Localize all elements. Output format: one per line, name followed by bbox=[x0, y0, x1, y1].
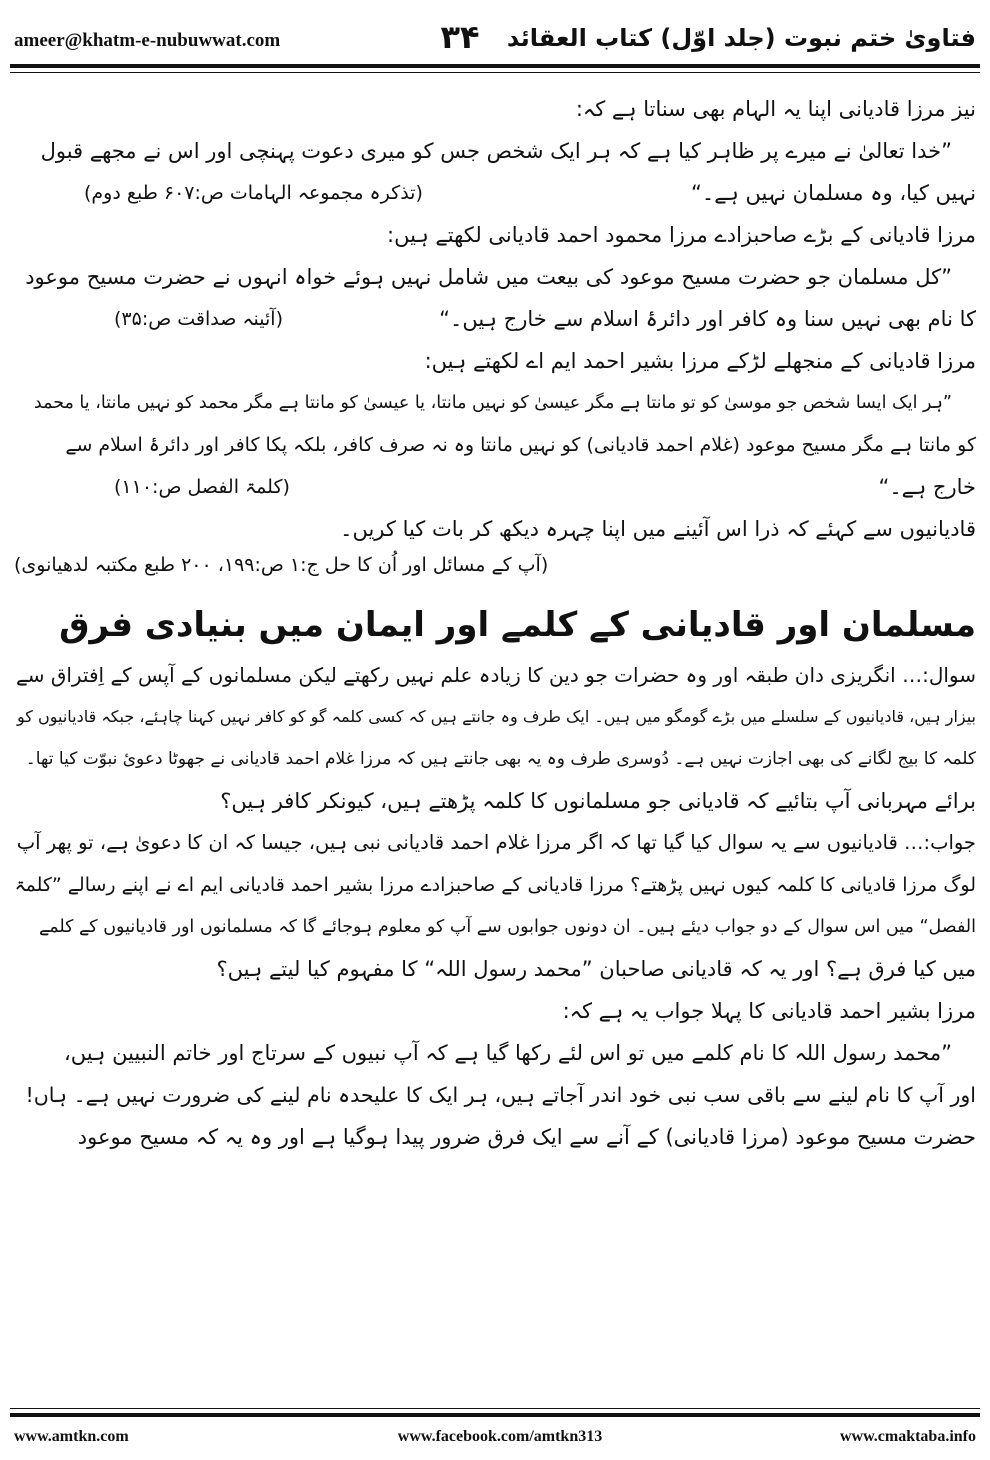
body-line: خارج ہے۔“ bbox=[878, 475, 976, 499]
body-line: مرزا قادیانی کے منجھلے لڑکے مرزا بشیر احمد ایم اے لکھتے ہیں: bbox=[424, 349, 976, 373]
qa-line: الفصل“ میں اس سوال کے دو جواب دیئے ہیں۔ ان دونوں جوابوں سے آپ کو معلوم ہوجائے گا کہ مسلمانوں اور قادیانیوں کے کلمے bbox=[38, 917, 976, 937]
qa-line: بیزار ہیں، قادیانیوں کے سلسلے میں بڑے گومگو میں ہیں۔ ایک طرف وہ جانتے ہیں کہ کسی کلمہ گو کو کافر نہیں کہنا چاہئے، جبکہ قادیانیوں کو bbox=[17, 707, 976, 726]
reference-aina: (آئینہ صداقت ص:۳۵) bbox=[114, 308, 283, 330]
reference-kalimat: (کلمۃ الفصل ص:۱۱۰) bbox=[114, 476, 290, 498]
body-line: نہیں کیا، وہ مسلمان نہیں ہے۔“ bbox=[691, 181, 976, 205]
footer-link-amtkn[interactable]: www.amtkn.com bbox=[14, 1428, 129, 1445]
reference-tazkira: (تذکرہ مجموعہ الہامات ص:۶۰۷ طبع دوم) bbox=[84, 182, 423, 204]
footer-link-facebook[interactable]: www.facebook.com/amtkn313 bbox=[397, 1428, 603, 1445]
header-rule-thin bbox=[10, 72, 980, 73]
body-line: قادیانیوں سے کہئے کہ ذرا اس آئینے میں اپنا چہرہ دیکھ کر بات کیا کریں۔ bbox=[340, 517, 976, 541]
page-number: ۳۴ bbox=[440, 18, 480, 56]
qa-line: جواب:… قادیانیوں سے یہ سوال کیا گیا تھا کہ اگر مرزا غلام احمد قادیانی نبی ہیں، جیسا کہ ان کا دعویٰ ہے، تو پھر آپ bbox=[16, 831, 976, 854]
page-content bbox=[14, 92, 976, 1414]
body-line: ”ہر ایک ایسا شخص جو موسیٰ کو تو مانتا ہے مگر عیسیٰ کو نہیں مانتا، یا عیسیٰ کو مانتا ہے مگر محمد کو نہیں مانتا، یا محمد bbox=[33, 393, 952, 413]
qa-line: حضرت مسیح موعود (مرزا قادیانی) کے آنے سے ایک فرق ضرور پیدا ہوگیا ہے اور وہ یہ کہ مسیح موعود bbox=[77, 1125, 976, 1149]
page-header bbox=[0, 0, 990, 92]
footer-rule-thin bbox=[10, 1408, 980, 1409]
body-line: کو مانتا ہے مگر مسیح موعود (غلام احمد قادیانی) کو نہیں مانتا وہ نہ صرف کافر، بلکہ پکا کافر اور دائرۂ اسلام سے bbox=[65, 434, 976, 456]
body-line: نیز مرزا قادیانی اپنا یہ الہام بھی سناتا ہے کہ: bbox=[575, 97, 976, 121]
body-line: کا نام بھی نہیں سنا وہ کافر اور دائرۂ اسلام سے خارج ہیں۔“ bbox=[439, 307, 976, 331]
qa-line: میں کیا فرق ہے؟ اور یہ کہ قادیانی صاحبان ”محمد رسول اللہ“ کا مفہوم کیا لیتے ہیں؟ bbox=[216, 957, 976, 981]
qa-line: لوگ مرزا قادیانی کا کلمہ کیوں نہیں پڑھتے؟ مرزا قادیانی کے صاحبزادے مرزا بشیر احمد قادیانی ایم اے نے اپنے رسالے ”کلمۃ bbox=[14, 874, 976, 896]
body-line: ”کل مسلمان جو حضرت مسیح موعود کی بیعت میں شامل نہیں ہوئے خواہ انہوں نے حضرت مسیح موعود bbox=[25, 265, 952, 289]
qa-line: مرزا بشیر احمد قادیانی کا پہلا جواب یہ ہے کہ: bbox=[562, 999, 976, 1023]
footer-rule-thick bbox=[10, 1413, 980, 1417]
header-rule-thick bbox=[10, 64, 980, 68]
footer-link-cmaktaba[interactable]: www.cmaktaba.info bbox=[839, 1428, 976, 1445]
section-heading: مسلمان اور قادیانی کے کلمے اور ایمان میں بنیادی فرق bbox=[59, 605, 976, 645]
qa-line: سوال:… انگریزی دان طبقہ اور وہ حضرات جو دین کا زیادہ علم نہیں رکھتے لیکن مسلمانوں کے آپس کے اِفتراق سے bbox=[15, 663, 976, 687]
body-line: مرزا قادیانی کے بڑے صاحبزادے مرزا محمود احمد قادیانی لکھتے ہیں: bbox=[387, 223, 976, 247]
qa-line: ”محمد رسول اللہ کا نام کلمے میں تو اس لئے رکھا گیا ہے کہ آپ نبیوں کے سرتاج اور خاتم النبیین ہیں، bbox=[64, 1041, 952, 1065]
book-title: فتاویٰ ختم نبوت (جلد اوّل) کتاب العقائد bbox=[506, 24, 976, 52]
qa-line: برائے مہربانی آپ بتائیے کہ قادیانی جو مسلمانوں کا کلمہ پڑھتے ہیں، کیونکر کافر ہیں؟ bbox=[220, 789, 976, 813]
header-email: ameer@khatm-e-nubuwwat.com bbox=[14, 30, 281, 51]
body-line: ”خدا تعالیٰ نے میرے پر ظاہر کیا ہے کہ ہر ایک شخص جس کو میری دعوت پہنچی اور اس نے مجھے قبول bbox=[40, 139, 952, 163]
reference-source: (آپ کے مسائل اور اُن کا حل ج:۱ ص:۱۹۹، ۲۰۰ طبع مکتبہ لدھیانوی) bbox=[14, 554, 549, 576]
qa-line: اور آپ کا نام لینے سے باقی سب نبی خود اندر آجاتے ہیں، ہر ایک کا علیحدہ نام لینے کی ضرورت نہیں ہے۔ ہاں! bbox=[25, 1083, 976, 1107]
qa-line: کلمہ کا بیج لگانے کی بھی اجازت نہیں ہے۔ دُوسری طرف وہ یہ بھی جانتے ہیں کہ مرزا غلام احمد قادیانی نے جھوٹا دعویٔ نبوّت کیا تھا۔ bbox=[25, 749, 976, 769]
